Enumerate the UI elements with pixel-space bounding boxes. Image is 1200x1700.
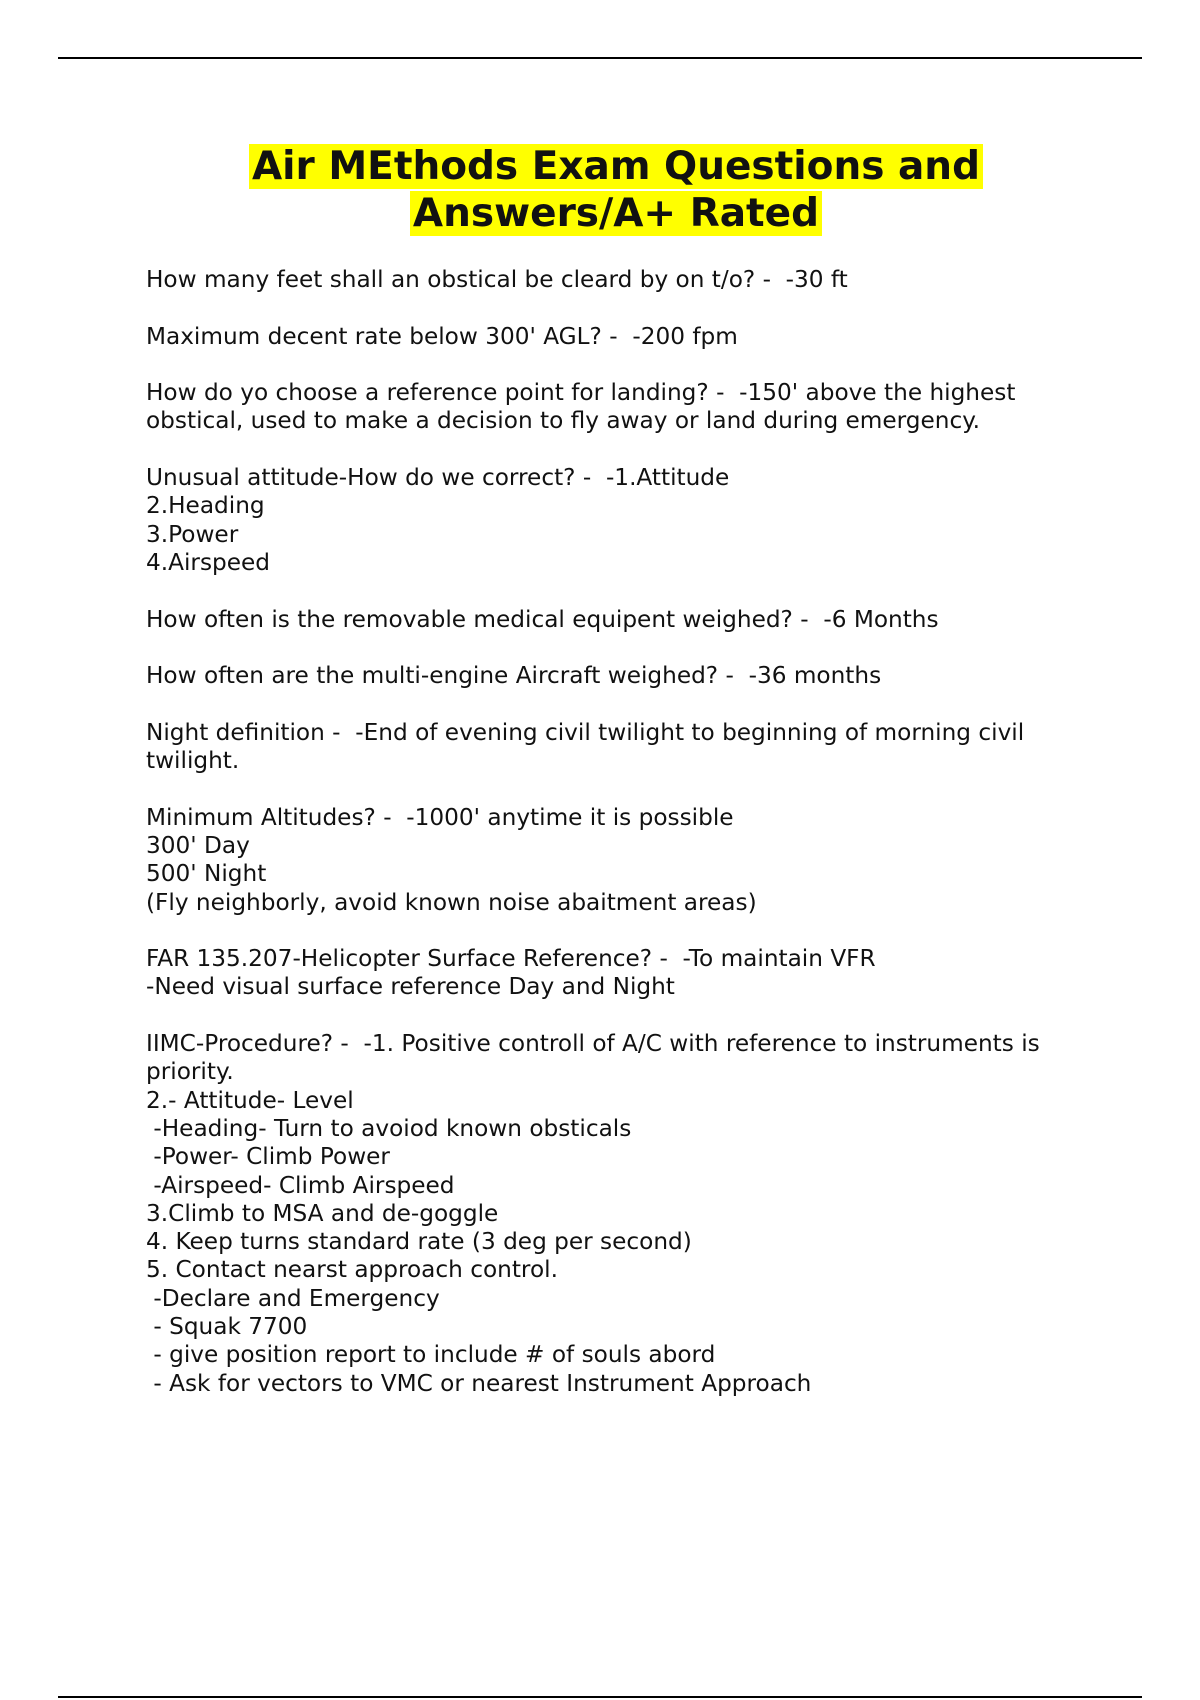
title-line-1: Air MEthods Exam Questions and	[249, 144, 983, 189]
qa-line: obstical, used to make a decision to fly away or land during emergency.	[146, 407, 980, 435]
qa-line: -Heading- Turn to avoiod known obsticals	[146, 1114, 632, 1142]
qa-line: IIMC-Procedure? - -1. Positive controll of A/C with reference to instruments is	[146, 1030, 1040, 1058]
qa-line: How often is the removable medical equipent weighed? - -6 Months	[146, 605, 939, 633]
qa-item	[146, 323, 1096, 351]
qa-line: -Declare and Emergency	[146, 1284, 440, 1312]
question-answer-list	[146, 266, 1096, 1426]
qa-line: 3.Power	[146, 520, 239, 548]
qa-line: Night definition - -End of evening civil twilight to beginning of morning civil	[146, 718, 1025, 746]
qa-item	[146, 266, 1096, 294]
qa-line: - Squak 7700	[146, 1312, 308, 1340]
qa-line: (Fly neighborly, avoid known noise abaitment areas)	[146, 888, 757, 916]
qa-item	[146, 606, 1096, 634]
qa-line: - give position report to include # of souls abord	[146, 1341, 716, 1369]
qa-item	[146, 719, 1096, 776]
qa-line: How many feet shall an obstical be cleard by on t/o? - -30 ft	[146, 266, 848, 293]
qa-item	[146, 464, 1096, 577]
qa-line: Unusual attitude-How do we correct? - -1.Attitude	[146, 464, 730, 492]
qa-line: 3.Climb to MSA and de-goggle	[146, 1199, 499, 1227]
qa-line: 5. Contact nearst approach control.	[146, 1256, 558, 1284]
page-title	[146, 143, 1086, 237]
qa-item	[146, 662, 1096, 690]
qa-line: How do yo choose a reference point for landing? - -150' above the highest	[146, 379, 1016, 407]
qa-line: twilight.	[146, 747, 240, 775]
qa-line: Maximum decent rate below 300' AGL? - -200 fpm	[146, 322, 738, 350]
qa-line: - Ask for vectors to VMC or nearest Instrument Approach	[146, 1369, 812, 1397]
title-line-2: Answers/A+ Rated	[410, 191, 822, 236]
qa-line: -Need visual surface reference Day and Night	[146, 973, 675, 1001]
qa-line: Minimum Altitudes? - -1000' anytime it is possible	[146, 803, 734, 831]
top-rule	[58, 57, 1142, 59]
qa-item	[146, 945, 1096, 1002]
qa-line: priority.	[146, 1058, 234, 1086]
qa-line: 500' Night	[146, 860, 267, 888]
qa-item	[146, 1030, 1096, 1398]
qa-line: How often are the multi-engine Aircraft weighed? - -36 months	[146, 662, 882, 690]
qa-item	[146, 804, 1096, 917]
qa-item	[146, 379, 1096, 436]
bottom-rule	[58, 1696, 1142, 1698]
qa-line: 300' Day	[146, 831, 250, 859]
qa-line: 2.- Attitude- Level	[146, 1086, 354, 1114]
qa-line: -Power- Climb Power	[146, 1143, 390, 1171]
qa-line: FAR 135.207-Helicopter Surface Reference? - -To maintain VFR	[146, 945, 876, 973]
qa-line: -Airspeed- Climb Airspeed	[146, 1171, 455, 1199]
qa-line: 4. Keep turns standard rate (3 deg per second)	[146, 1228, 692, 1256]
qa-line: 4.Airspeed	[146, 548, 271, 576]
qa-line: 2.Heading	[146, 492, 265, 520]
